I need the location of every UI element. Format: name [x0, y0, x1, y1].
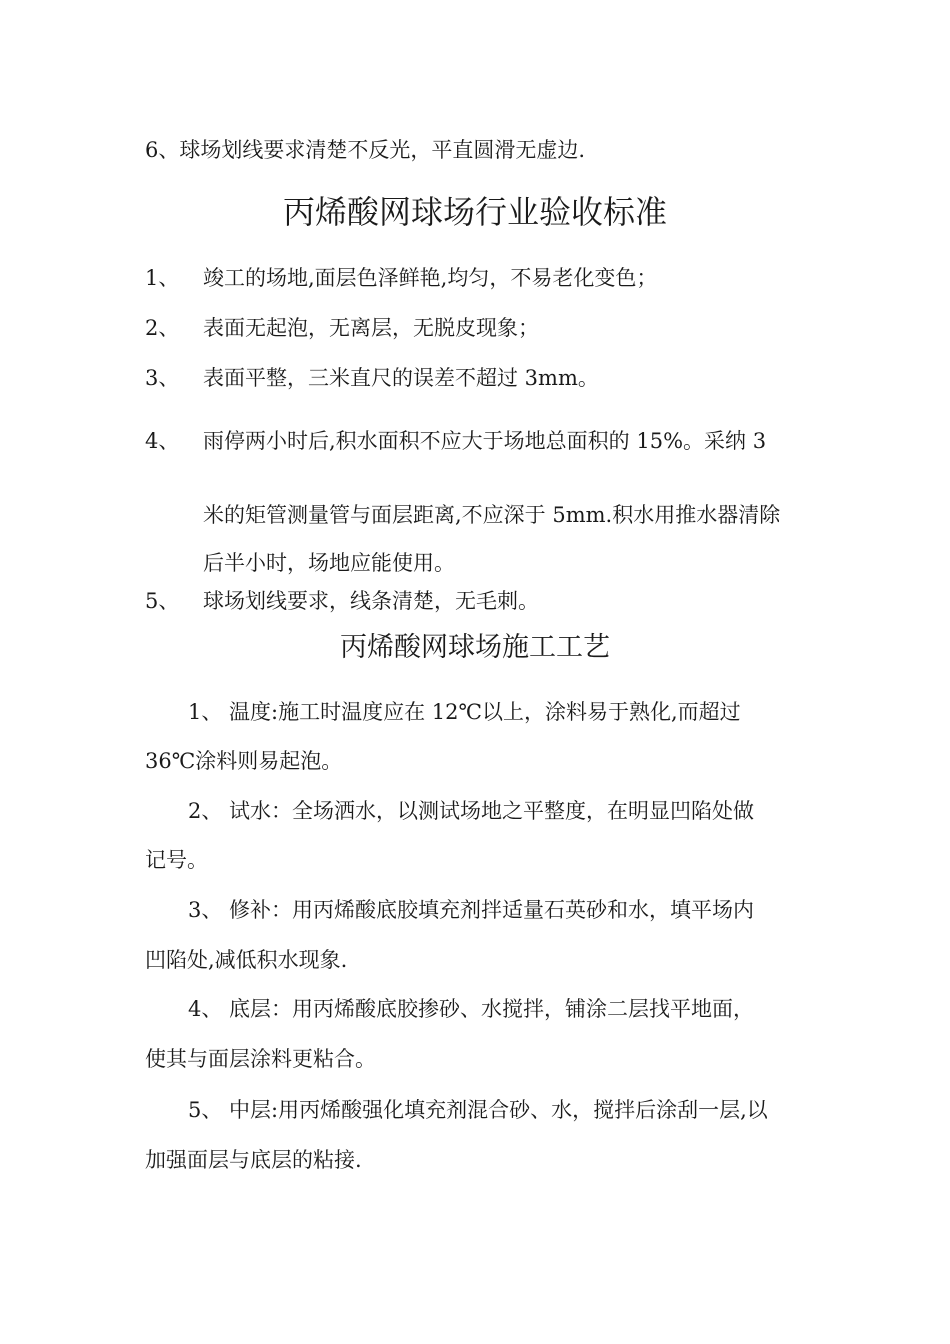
process-step-text: 4、 底层：用丙烯酸底胶掺砂、水搅拌，铺涂二层找平地面， — [188, 997, 755, 1021]
process-step-text: 3、 修补：用丙烯酸底胶填充剂拌适量石英砂和水，填平场内 — [188, 898, 755, 922]
acceptance-item-text: 表面平整，三米直尺的误差不超过 3mm。 — [203, 366, 599, 390]
acceptance-title: 丙烯酸网球场行业验收标准 — [282, 193, 667, 231]
acceptance-item-number: 5、 — [145, 589, 180, 613]
acceptance-item-number: 2、 — [145, 316, 180, 340]
process-step-continuation: 加强面层与底层的粘接. — [145, 1148, 362, 1172]
acceptance-item-text: 后半小时，场地应能使用。 — [203, 551, 455, 575]
process-step-continuation: 凹陷处,减低积水现象. — [145, 948, 348, 972]
process-step-text: 5、 中层:用丙烯酸强化填充剂混合砂、水，搅拌后涂刮一层,以 — [188, 1098, 768, 1122]
process-step-continuation: 记号。 — [145, 848, 208, 872]
acceptance-item-number: 1、 — [145, 266, 180, 290]
intro-line: 6、球场划线要求清楚不反光，平直圆滑无虚边. — [145, 138, 586, 162]
process-step-continuation: 36℃涂料则易起泡。 — [145, 749, 343, 773]
acceptance-item-text: 米的矩管测量管与面层距离,不应深于 5mm.积水用推水器清除 — [203, 503, 781, 527]
acceptance-item-number: 3、 — [145, 366, 180, 390]
acceptance-item-text: 表面无起泡，无离层，无脱皮现象； — [203, 316, 539, 340]
acceptance-item-number: 4、 — [145, 429, 180, 453]
acceptance-item-text: 球场划线要求，线条清楚，无毛刺。 — [203, 589, 539, 613]
process-title: 丙烯酸网球场施工工艺 — [340, 632, 610, 663]
acceptance-item-text: 竣工的场地,面层色泽鲜艳,均匀，不易老化变色； — [203, 266, 658, 290]
acceptance-item-text: 雨停两小时后,积水面积不应大于场地总面积的 15%。采纳 3 — [203, 429, 767, 453]
process-step-text: 2、 试水：全场洒水，以测试场地之平整度，在明显凹陷处做 — [188, 799, 755, 823]
process-step-text: 1、 温度:施工时温度应在 12℃以上，涂料易于熟化,而超过 — [188, 700, 741, 724]
process-step-continuation: 使其与面层涂料更粘合。 — [145, 1047, 376, 1071]
